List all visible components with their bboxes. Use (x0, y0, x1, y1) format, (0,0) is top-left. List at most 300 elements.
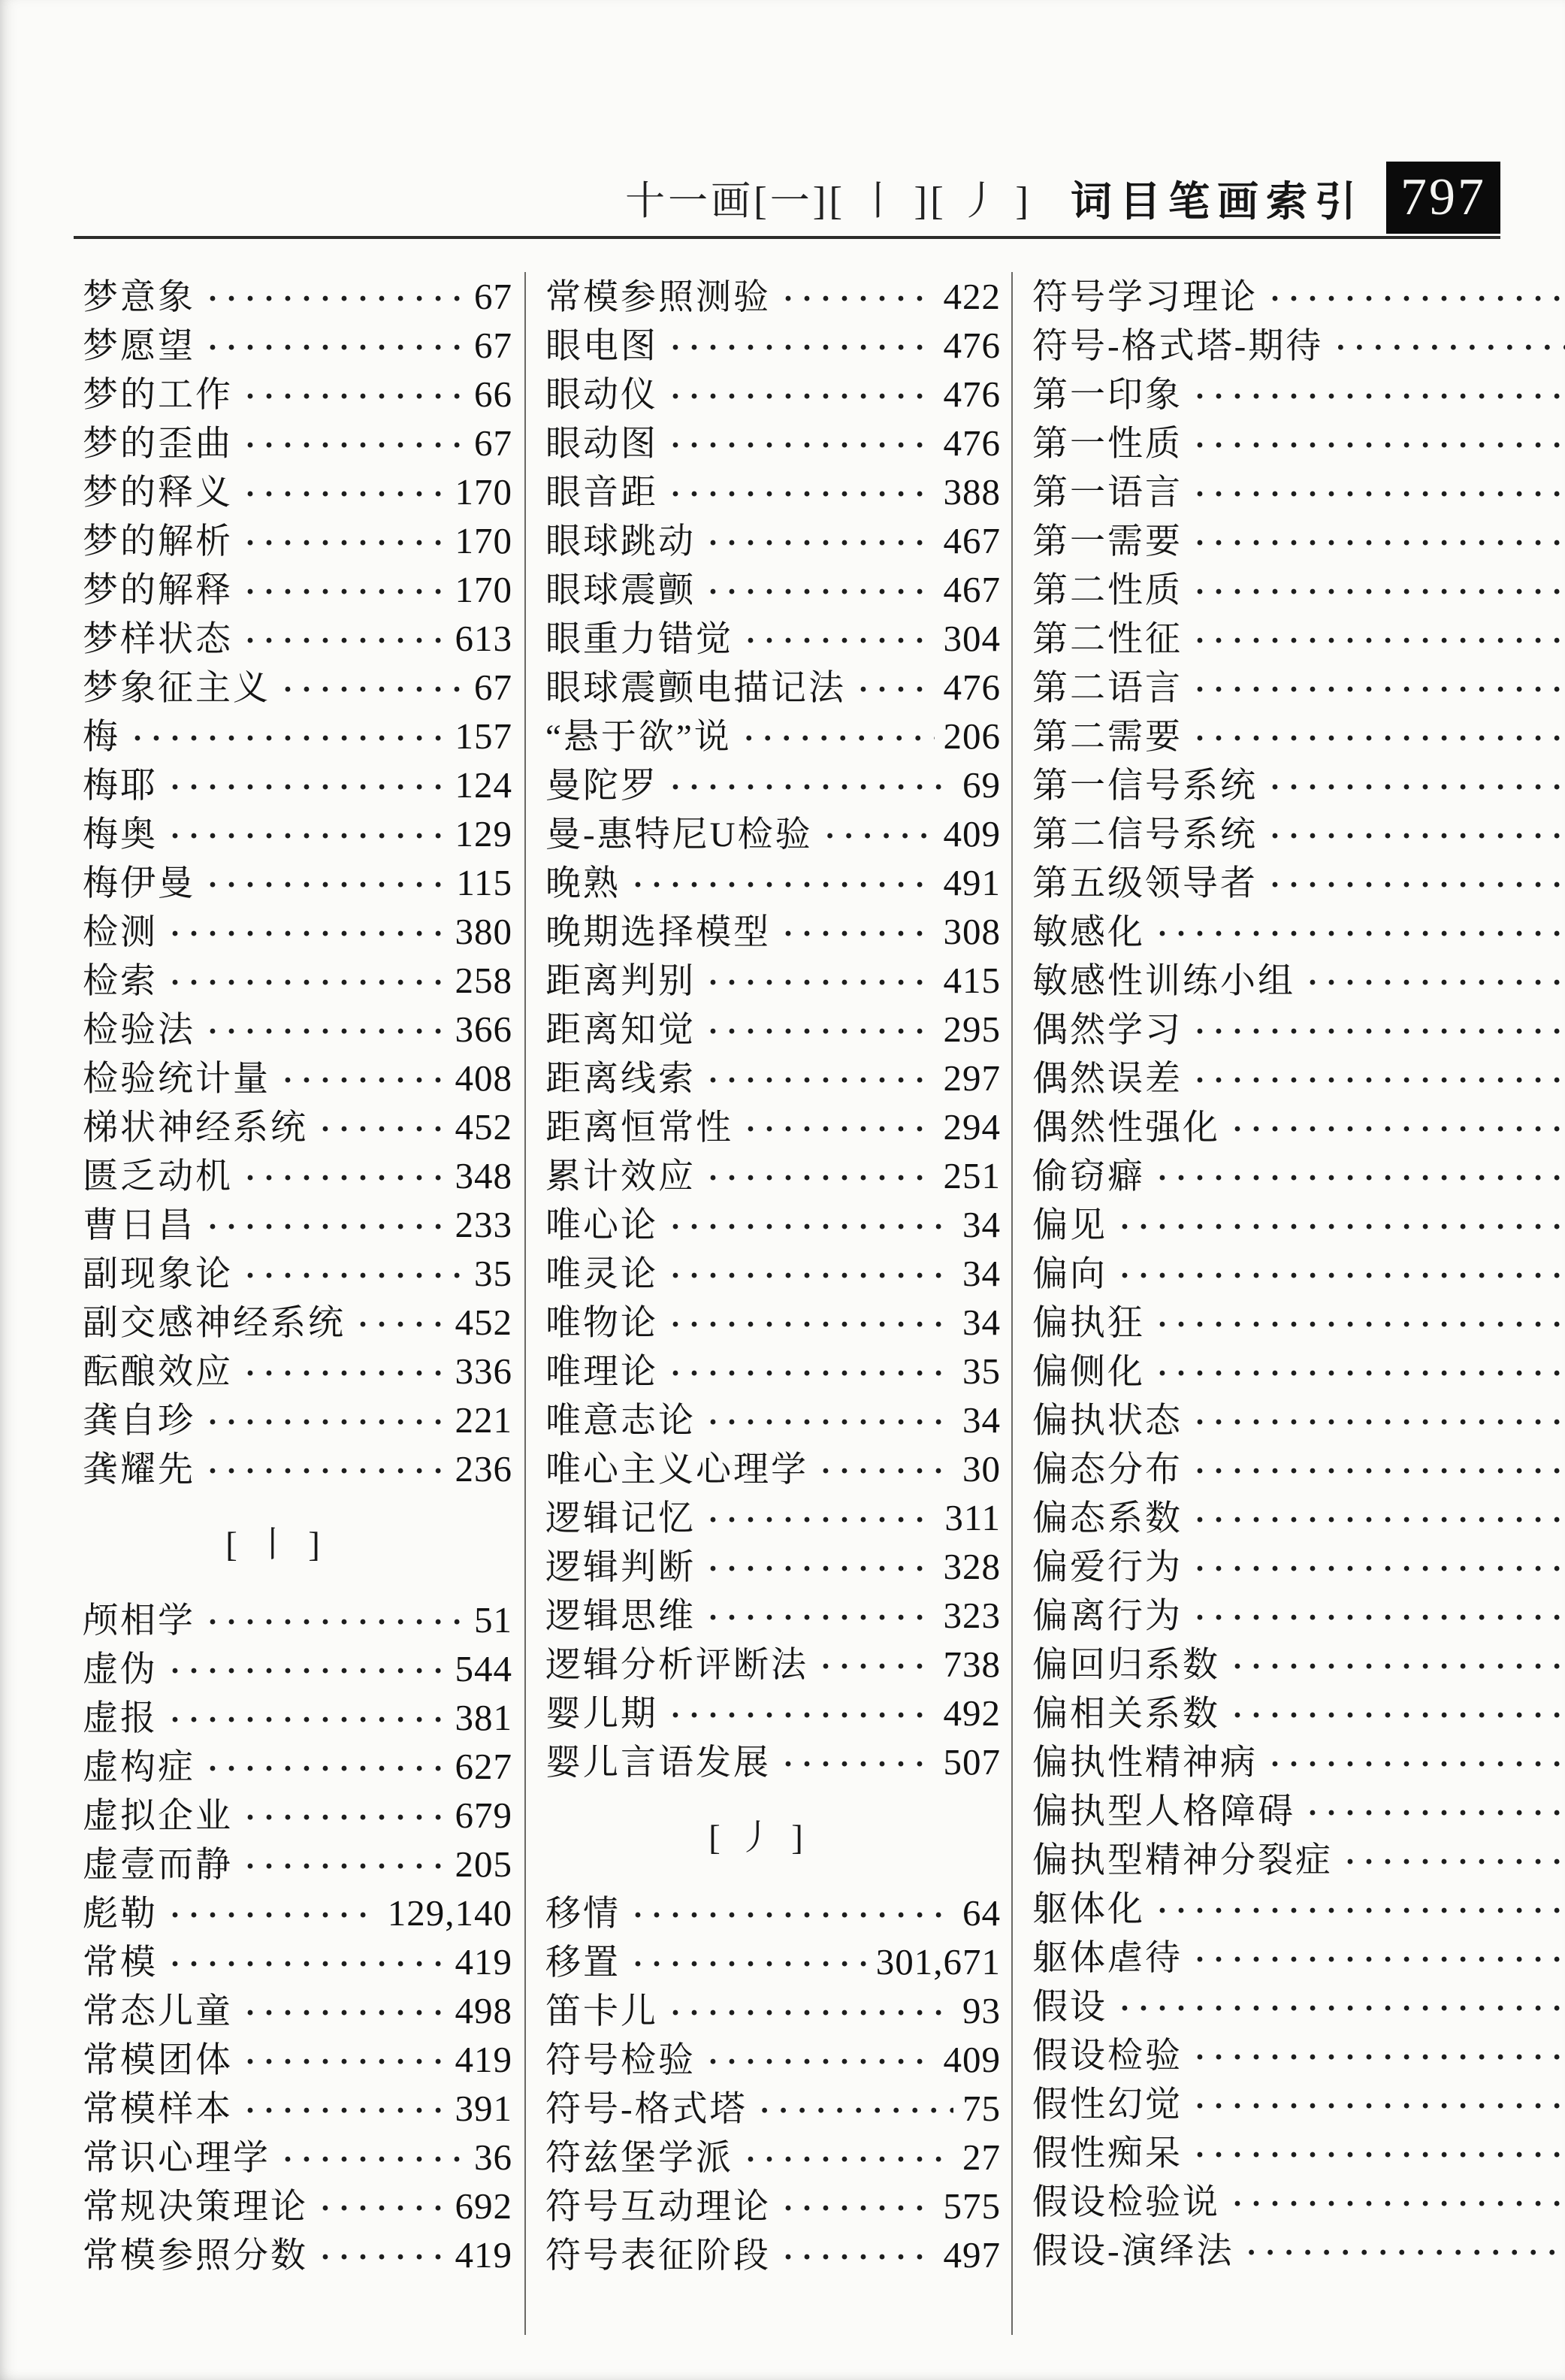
dot-leader (320, 2185, 446, 2233)
dot-leader (207, 1598, 465, 1647)
index-entry (83, 370, 512, 419)
index-entry (545, 1298, 1001, 1347)
index-entry (545, 467, 1001, 516)
index-entry (83, 712, 512, 761)
entry-page-number: 419 (455, 1941, 512, 1982)
dot-leader (670, 422, 935, 470)
dot-leader (170, 1940, 446, 1989)
index-entry (545, 370, 1001, 419)
dot-leader (245, 2087, 446, 2136)
entry-term: 梦的解析 (83, 522, 233, 561)
index-entry (1032, 907, 1565, 956)
dot-leader (708, 1008, 935, 1057)
index-entry (1032, 1102, 1565, 1151)
entry-term: 符号-格式塔 (545, 2090, 748, 2129)
index-entry (1032, 809, 1565, 858)
dot-leader (1345, 1838, 1565, 1887)
index-entry (545, 663, 1001, 712)
dot-leader (1270, 764, 1565, 812)
entry-page-number: 36 (474, 2137, 512, 2178)
entry-term: 唯物论 (545, 1304, 658, 1343)
entry-page-number: 236 (455, 1448, 512, 1489)
index-entry (1032, 1786, 1565, 1835)
dot-leader (282, 666, 465, 715)
dot-leader (245, 1154, 446, 1203)
index-entry (83, 1791, 512, 1840)
index-entry (83, 1396, 512, 1444)
entry-term: 梦的工作 (83, 376, 233, 415)
entry-page-number: 170 (455, 569, 512, 610)
index-entry (83, 663, 512, 712)
dot-leader (1232, 1643, 1565, 1692)
page-number-box (1386, 162, 1500, 234)
dot-leader (783, 2185, 935, 2233)
index-entry (83, 1644, 512, 1693)
dot-leader (1307, 959, 1565, 1008)
entry-page-number: 422 (943, 276, 1001, 317)
index-entry (1032, 1200, 1565, 1249)
dot-leader (207, 275, 465, 324)
dot-leader (1195, 470, 1565, 519)
index-entry (83, 1889, 512, 1937)
entry-term: 第五级领导者 (1032, 864, 1258, 903)
index-entry (83, 761, 512, 809)
entry-page-number: 115 (456, 862, 512, 903)
index-entry (83, 1840, 512, 1889)
entry-page-number: 295 (943, 1009, 1001, 1050)
entry-page-number: 467 (943, 520, 1001, 561)
index-entry (1032, 1591, 1565, 1640)
entry-term: 偏离行为 (1032, 1597, 1183, 1636)
dot-leader (783, 910, 935, 959)
dot-leader (1195, 1399, 1565, 1447)
entry-page-number: 157 (455, 715, 512, 757)
entry-term: 常规决策理论 (83, 2188, 308, 2227)
entry-term: 梦的歪曲 (83, 425, 233, 464)
index-column-1 (83, 272, 524, 2335)
dot-leader (708, 1594, 935, 1643)
dot-leader (207, 1447, 446, 1496)
entry-term: 偷窃癖 (1032, 1157, 1145, 1196)
dot-leader (1270, 1740, 1565, 1789)
index-column-2 (524, 272, 1011, 2335)
entry-term: 假性痴呆 (1032, 2134, 1183, 2173)
entry-term: 躯体虐待 (1032, 1939, 1183, 1978)
entry-page-number: 679 (455, 1795, 512, 1836)
entry-page-number: 34 (962, 1399, 1001, 1441)
index-entry (83, 2084, 512, 2133)
dot-leader (744, 715, 935, 764)
entry-page-number: 476 (943, 325, 1001, 366)
index-entry (83, 1347, 512, 1396)
entry-term: 移置 (545, 1943, 621, 1982)
index-entry (545, 272, 1001, 321)
entry-term: 匮乏动机 (83, 1157, 233, 1196)
index-entry (1032, 1933, 1565, 1982)
entry-term: 龚自珍 (83, 1402, 195, 1441)
index-entry (545, 761, 1001, 809)
index-entry (545, 1640, 1001, 1689)
entry-term: 假设检验 (1032, 2037, 1183, 2076)
dot-leader (670, 373, 935, 422)
entry-term: 距离恒常性 (545, 1108, 733, 1148)
entry-term: 第一需要 (1032, 522, 1183, 561)
index-entry (1032, 2079, 1565, 2128)
entry-page-number: 408 (455, 1057, 512, 1099)
index-entry (83, 1937, 512, 1986)
dot-leader (1195, 666, 1565, 715)
index-entry (545, 565, 1001, 614)
dot-leader (633, 1940, 867, 1989)
entry-page-number: 129,140 (387, 1892, 512, 1934)
entry-term: 偶然学习 (1032, 1011, 1183, 1050)
entry-page-number: 205 (455, 1843, 512, 1885)
dot-leader (170, 959, 446, 1008)
dot-leader (1307, 1789, 1565, 1838)
index-entry (1032, 1249, 1565, 1298)
entry-term: 梅奥 (83, 815, 158, 854)
index-entry (1032, 858, 1565, 907)
index-entry (1032, 2128, 1565, 2177)
entry-term: 假设-演绎法 (1032, 2232, 1234, 2271)
entry-term: 检测 (83, 913, 158, 952)
entry-term: 逻辑分析评断法 (545, 1646, 808, 1685)
dot-leader (1195, 1057, 1565, 1105)
entry-page-number: 35 (962, 1350, 1001, 1392)
stroke-section-label: 十一画[一][ 丨 ][ 丿 ] (625, 180, 1032, 223)
entry-page-number: 221 (455, 1399, 512, 1441)
entry-page-number: 419 (455, 2234, 512, 2276)
entry-page-number: 206 (943, 715, 1001, 757)
entry-page-number: 301,671 (875, 1941, 1001, 1982)
entry-page-number: 575 (943, 2185, 1001, 2227)
index-entry (1032, 1347, 1565, 1396)
entry-term: 曼-惠特尼U检验 (545, 815, 813, 854)
entry-term: 符号-格式塔-期待 (1032, 327, 1324, 366)
entry-term: 龚耀先 (83, 1450, 195, 1489)
dot-leader (670, 1989, 953, 2038)
entry-term: 第二语言 (1032, 669, 1183, 708)
entry-page-number: 69 (962, 764, 1001, 806)
page-number: 797 (1400, 168, 1486, 226)
entry-term: 晚熟 (545, 864, 621, 903)
index-entry (1032, 467, 1565, 516)
entry-term: 符号检验 (545, 2041, 696, 2080)
index-entry (545, 1937, 1001, 1986)
entry-term: 梦愿望 (83, 327, 195, 366)
dot-leader (670, 470, 935, 519)
dot-leader (245, 568, 446, 617)
entry-page-number: 233 (455, 1204, 512, 1245)
index-entry (545, 2230, 1001, 2279)
index-entry (1032, 1444, 1565, 1493)
entry-page-number: 366 (455, 1009, 512, 1050)
entry-term: 虚构症 (83, 1748, 195, 1787)
entry-page-number: 75 (962, 2088, 1001, 2129)
dot-leader (1195, 1545, 1565, 1594)
entry-term: 第二需要 (1032, 718, 1183, 757)
dot-leader (633, 1892, 953, 1940)
entry-term: 偏执型人格障碍 (1032, 1792, 1295, 1831)
entry-term: 偏执型精神分裂症 (1032, 1841, 1333, 1880)
entry-term: “悬于欲”说 (545, 718, 732, 757)
entry-term: 酝酿效应 (83, 1353, 233, 1392)
entry-term: 虚伪 (83, 1650, 158, 1689)
index-entry (1032, 1396, 1565, 1444)
entry-term: 偶然误差 (1032, 1060, 1183, 1099)
index-entry (1032, 2031, 1565, 2079)
entry-page-number: 497 (943, 2234, 1001, 2276)
dot-leader (670, 1350, 953, 1399)
entry-term: 第二性质 (1032, 571, 1183, 610)
dot-leader (1246, 2229, 1565, 2278)
dot-leader (708, 1154, 935, 1203)
entry-page-number: 308 (943, 911, 1001, 952)
index-entry (1032, 370, 1565, 419)
index-entry (1032, 419, 1565, 467)
index-entry (1032, 1298, 1565, 1347)
entry-page-number: 170 (455, 471, 512, 513)
entry-term: 常态儿童 (83, 1992, 233, 2031)
dot-leader (1157, 1350, 1565, 1399)
dot-leader (245, 617, 446, 666)
entry-term: 彪勒 (83, 1895, 158, 1934)
entry-term: 曼陀罗 (545, 767, 658, 806)
entry-term: 符号表征阶段 (545, 2236, 771, 2276)
entry-term: 常识心理学 (83, 2139, 270, 2178)
entry-page-number: 692 (455, 2185, 512, 2227)
index-entry (1032, 1835, 1565, 1884)
index-entry (1032, 1640, 1565, 1689)
entry-term: 梦意象 (83, 278, 195, 317)
index-entry (1032, 1054, 1565, 1102)
index-entry (545, 1689, 1001, 1737)
dot-leader (207, 1203, 446, 1252)
entry-term: 眼重力错觉 (545, 620, 733, 659)
dot-leader (1195, 2082, 1565, 2131)
entry-term: 唯心主义心理学 (545, 1450, 808, 1489)
index-entry (83, 858, 512, 907)
index-entry (545, 614, 1001, 663)
dot-leader (820, 1643, 935, 1692)
index-entry (545, 1102, 1001, 1151)
entry-page-number: 323 (943, 1595, 1001, 1636)
entry-page-number: 452 (455, 1106, 512, 1148)
entry-term: 常模 (83, 1943, 158, 1982)
entry-term: 偏向 (1032, 1255, 1107, 1294)
index-entry (1032, 1689, 1565, 1737)
index-entry (545, 1542, 1001, 1591)
index-entry (545, 1737, 1001, 1786)
dot-leader (1195, 2131, 1565, 2180)
index-entry (545, 1444, 1001, 1493)
dot-leader (282, 1057, 446, 1105)
entry-page-number: 30 (962, 1448, 1001, 1489)
index-entry (83, 1151, 512, 1200)
dot-leader (670, 1301, 953, 1350)
index-entry (83, 2133, 512, 2182)
entry-term: 副交感神经系统 (83, 1304, 346, 1343)
entry-page-number: 627 (455, 1746, 512, 1787)
entry-page-number: 35 (474, 1253, 512, 1294)
entry-term: 躯体化 (1032, 1890, 1145, 1929)
entry-page-number: 297 (943, 1057, 1001, 1099)
entry-term: 第二性征 (1032, 620, 1183, 659)
dot-leader (670, 1692, 935, 1740)
index-entry (1032, 321, 1565, 370)
entry-page-number: 491 (943, 862, 1001, 903)
dot-leader (170, 910, 446, 959)
index-entry (1032, 1493, 1565, 1542)
entry-page-number: 409 (943, 813, 1001, 854)
entry-page-number: 476 (943, 422, 1001, 464)
dot-leader (1157, 910, 1565, 959)
entry-term: 符号学习理论 (1032, 278, 1258, 317)
entry-page-number: 388 (943, 471, 1001, 513)
dot-leader (1195, 617, 1565, 666)
dot-leader (745, 617, 935, 666)
index-entry (545, 516, 1001, 565)
dot-leader (170, 1892, 379, 1940)
entry-term: 常模参照分数 (83, 2236, 308, 2276)
entry-term: 颅相学 (83, 1601, 195, 1641)
dot-leader (170, 1696, 446, 1745)
entry-term: 偏侧化 (1032, 1353, 1145, 1392)
entry-term: 偏态分布 (1032, 1450, 1183, 1489)
entry-page-number: 507 (943, 1741, 1001, 1783)
index-entry (1032, 1737, 1565, 1786)
entry-term: 逻辑判断 (545, 1548, 696, 1587)
dot-leader (282, 2136, 465, 2185)
entry-term: 敏感性训练小组 (1032, 962, 1295, 1001)
index-entry (83, 321, 512, 370)
index-entry (545, 712, 1001, 761)
entry-page-number: 492 (943, 1692, 1001, 1734)
entry-term: 虚壹而静 (83, 1846, 233, 1885)
entry-term: 距离线索 (545, 1060, 696, 1099)
index-entry (1032, 1151, 1565, 1200)
index-entry (83, 1005, 512, 1054)
index-entry (83, 467, 512, 516)
dot-leader (1195, 422, 1565, 470)
dot-leader (708, 1496, 935, 1545)
entry-term: 逻辑记忆 (545, 1499, 696, 1538)
entry-term: 虚报 (83, 1699, 158, 1738)
entry-term: 第一性质 (1032, 425, 1183, 464)
stroke-section-header: [ 丿 ] (708, 1819, 808, 1858)
entry-term: 晚期选择模型 (545, 913, 771, 952)
dot-leader (245, 2038, 446, 2087)
entry-term: 偏见 (1032, 1206, 1107, 1245)
index-entry (1032, 1884, 1565, 1933)
index-entry (1032, 1982, 1565, 2031)
entry-term: 梯状神经系统 (83, 1108, 308, 1148)
dot-leader (670, 324, 935, 373)
entry-term: 眼球跳动 (545, 522, 696, 561)
index-entry (545, 907, 1001, 956)
entry-term: 梦样状态 (83, 620, 233, 659)
entry-page-number: 67 (474, 667, 512, 708)
index-entry (83, 1298, 512, 1347)
dot-leader (1119, 1203, 1565, 1252)
index-entry (545, 956, 1001, 1005)
entry-page-number: 409 (943, 2039, 1001, 2080)
dot-leader (708, 568, 935, 617)
entry-term: 唯心论 (545, 1206, 658, 1245)
entry-term: 笛卡儿 (545, 1992, 658, 2031)
entry-term: 检索 (83, 962, 158, 1001)
index-entry (1032, 565, 1565, 614)
entry-term: 距离知觉 (545, 1011, 696, 1050)
index-entry (545, 1396, 1001, 1444)
entry-term: 假设 (1032, 1988, 1107, 2027)
index-entry (83, 907, 512, 956)
dot-leader (1195, 568, 1565, 617)
index-entry (1032, 272, 1565, 321)
entry-term: 偏爱行为 (1032, 1548, 1183, 1587)
dot-leader (1195, 1594, 1565, 1643)
index-entry (1032, 516, 1565, 565)
entry-term: 偏执狂 (1032, 1304, 1145, 1343)
dot-leader (1270, 861, 1565, 910)
dot-leader (670, 764, 953, 812)
dot-leader (245, 470, 446, 519)
entry-term: 眼动仪 (545, 376, 658, 415)
dot-leader (760, 2087, 953, 2136)
entry-page-number: 67 (474, 276, 512, 317)
dot-leader (1157, 1154, 1565, 1203)
entry-term: 眼音距 (545, 473, 658, 513)
dot-leader (245, 1794, 446, 1843)
dot-leader (783, 275, 935, 324)
entry-term: 假设检验说 (1032, 2183, 1220, 2222)
index-entry (83, 516, 512, 565)
entry-page-number: 381 (455, 1697, 512, 1738)
entry-term: 婴儿言语发展 (545, 1743, 771, 1783)
entry-page-number: 613 (455, 618, 512, 659)
entry-term: 累计效应 (545, 1157, 696, 1196)
dot-leader (245, 422, 465, 470)
entry-term: 眼电图 (545, 327, 658, 366)
dot-leader (320, 2233, 446, 2282)
index-entry (83, 419, 512, 467)
entry-page-number: 336 (455, 1350, 512, 1392)
dot-leader (708, 1057, 935, 1105)
index-entry (83, 956, 512, 1005)
index-entry (83, 272, 512, 321)
entry-page-number: 294 (943, 1106, 1001, 1148)
index-entry (545, 2133, 1001, 2182)
entry-page-number: 415 (943, 960, 1001, 1001)
index-entry (545, 1986, 1001, 2035)
index-entry (83, 1249, 512, 1298)
dot-leader (132, 715, 446, 764)
dot-leader (708, 1399, 953, 1447)
entry-term: 检验法 (83, 1011, 195, 1050)
entry-term: 眼球震颤 (545, 571, 696, 610)
dot-leader (320, 1105, 446, 1154)
entry-term: 偏执状态 (1032, 1402, 1183, 1441)
entry-page-number: 498 (455, 1990, 512, 2031)
entry-page-number: 380 (455, 911, 512, 952)
entry-page-number: 476 (943, 667, 1001, 708)
entry-term: 符号互动理论 (545, 2188, 771, 2227)
entry-term: 第二信号系统 (1032, 815, 1258, 854)
entry-page-number: 67 (474, 325, 512, 366)
dot-leader (708, 519, 935, 568)
entry-term: 移情 (545, 1895, 621, 1934)
index-entry (83, 809, 512, 858)
